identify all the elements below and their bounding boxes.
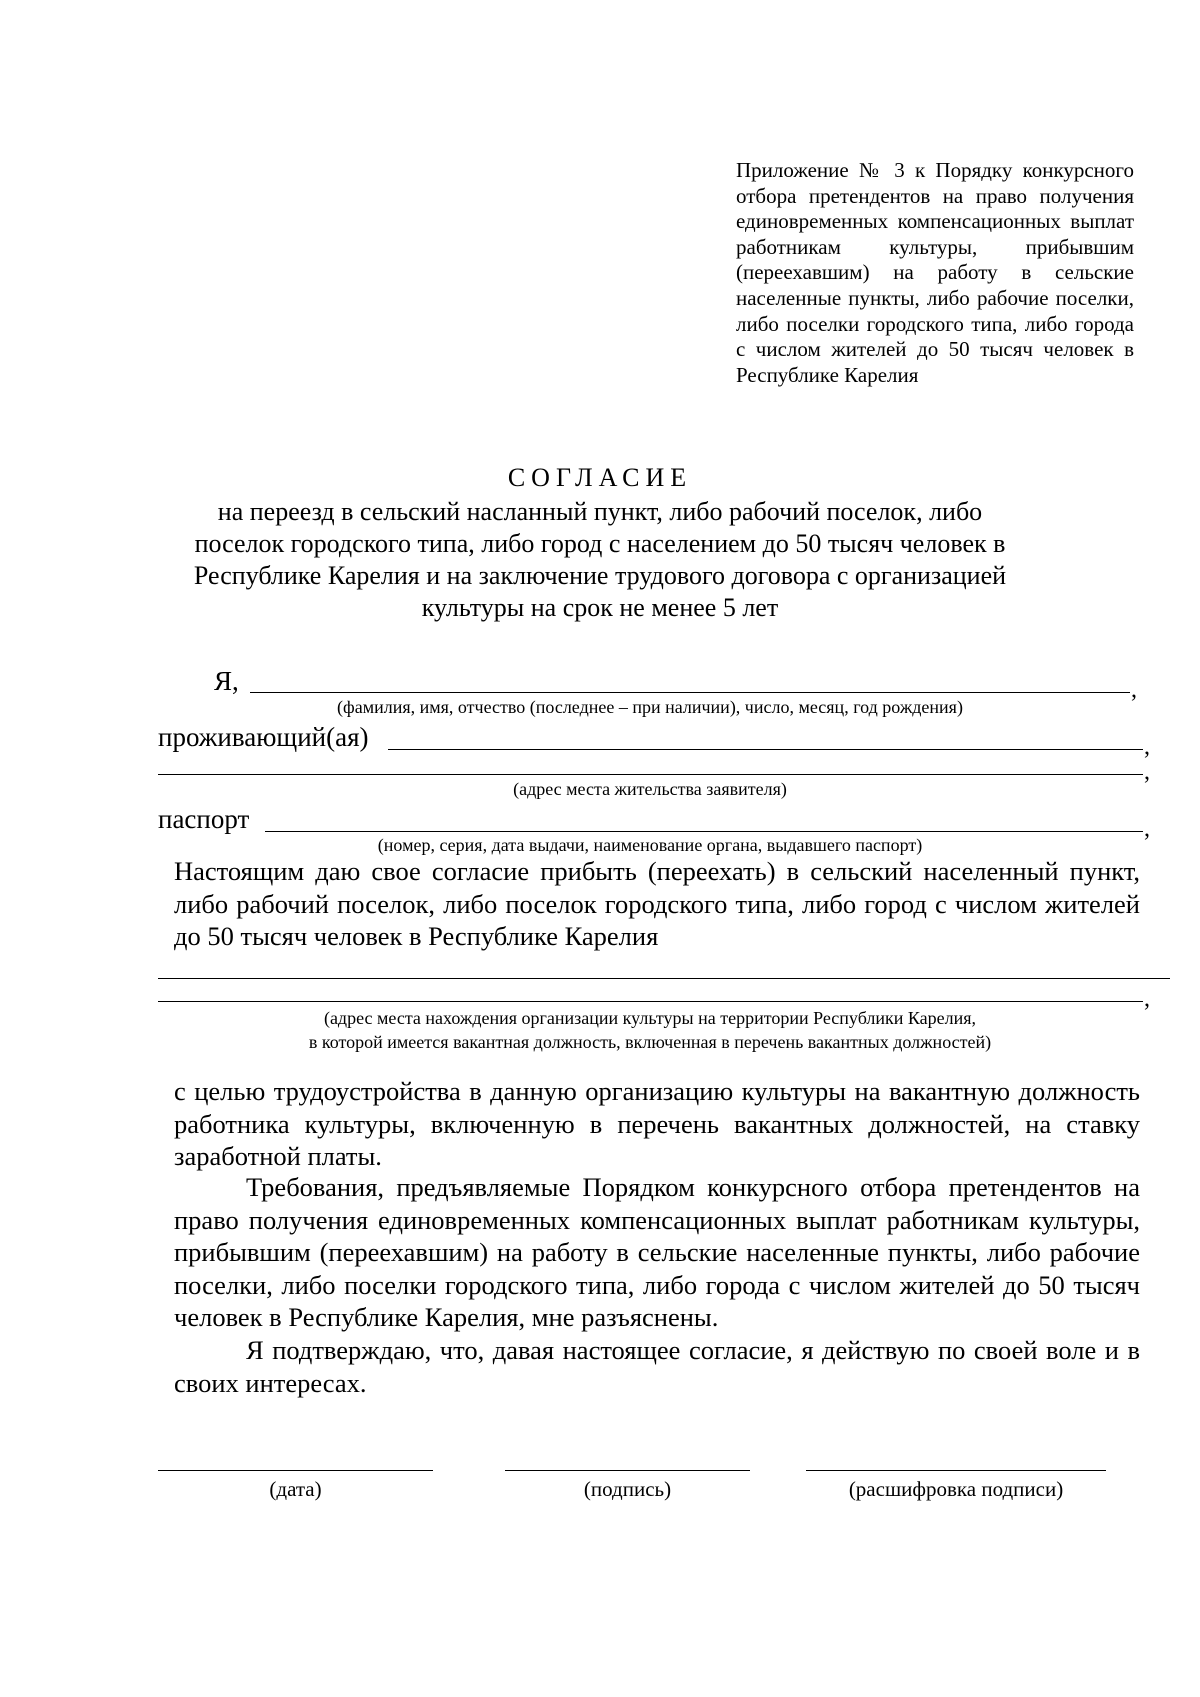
org-address-line-2[interactable] [158,1001,1143,1002]
name-label: Я, [214,666,239,696]
org-address-comma: , [1144,986,1150,1012]
confirmation-paragraph [174,1334,1140,1399]
signature-line[interactable] [505,1470,750,1471]
confirmation-text: Я подтверждаю, что, давая настоящее согласие, я действую по своей воле и в своих интересах. [174,1335,1140,1398]
document-title: СОГЛАСИЕ [507,463,693,492]
passport-hint: (номер, серия, дата выдачи, наименование органа, выдавшего паспорт) [377,835,923,855]
residence-label: проживающий(ая) [158,722,369,752]
appendix-note: Приложение № 3 к Порядку конкурсного отбора претендентов на право получения единовременных компенсационных выплат работникам культуры, прибывшим (переехавшим) на работу в сельские населенные пункты, либо рабочие поселки, либо поселки городского типа, либо города с числом жителей до 50 тысяч человек в Республике Карелия [736,158,1134,387]
org-address-hint-2: в которой имеется вакантная должность, включенная в перечень вакантных должностей) [308,1032,992,1052]
subtitle-line: на переезд в сельский насланный пункт, либо рабочий поселок, либо [217,497,983,526]
residence-comma: , [1144,734,1150,760]
residence-field-line[interactable] [388,749,1143,750]
signature-decoding-hint: (расшифровка подписи) [848,1477,1064,1501]
residence-comma-2: , [1144,759,1150,785]
name-comma: , [1131,677,1137,703]
signature-decoding-line[interactable] [806,1470,1106,1471]
date-line[interactable] [158,1470,433,1471]
org-address-hint-1: (адрес места нахождения организации культуры на территории Республики Карелия, [323,1008,977,1028]
purpose-paragraph: с целью трудоустройства в данную организацию культуры на вакантную должность работника культуры, включенную в перечень вакантных должностей, на ставку заработной платы. [174,1076,1140,1171]
subtitle-line: поселок городского типа, либо город с населением до 50 тысяч человек в [194,529,1006,558]
date-hint: (дата) [269,1477,322,1501]
residence-hint: (адрес места жительства заявителя) [513,779,787,799]
residence-field-line-2[interactable] [158,774,1143,775]
passport-field-line[interactable] [265,831,1143,832]
requirements-paragraph [174,1171,1140,1334]
subtitle-line: Республике Карелия и на заключение трудового договора с организацией [193,561,1007,590]
requirements-text: Требования, предъявляемые Порядком конкурсного отбора претендентов на право получения единовременных компенсационных выплат работникам культуры, прибывшим (переехавшим) на работу в сельские населенные пункты, либо рабочие поселки, либо поселки городского типа, либо города с числом жителей до 50 тысяч человек в Республике Карелия, мне разъяснены. [174,1172,1140,1332]
name-field-line[interactable] [250,692,1130,693]
passport-comma: , [1144,816,1150,842]
signature-hint: (подпись) [583,1477,672,1501]
org-address-line-1[interactable] [158,978,1170,979]
name-hint: (фамилия, имя, отчество (последнее – при наличии), число, месяц, год рождения) [337,697,963,717]
consent-paragraph: Настоящим даю свое согласие прибыть (переехать) в сельский населенный пункт, либо рабочий поселок, либо поселок городского типа, либо город с числом жителей до 50 тысяч человек в Республике Карелия [174,856,1140,951]
passport-label: паспорт [158,804,250,834]
subtitle-line: культуры на срок не менее 5 лет [421,593,779,622]
document-subtitle [150,496,1050,624]
